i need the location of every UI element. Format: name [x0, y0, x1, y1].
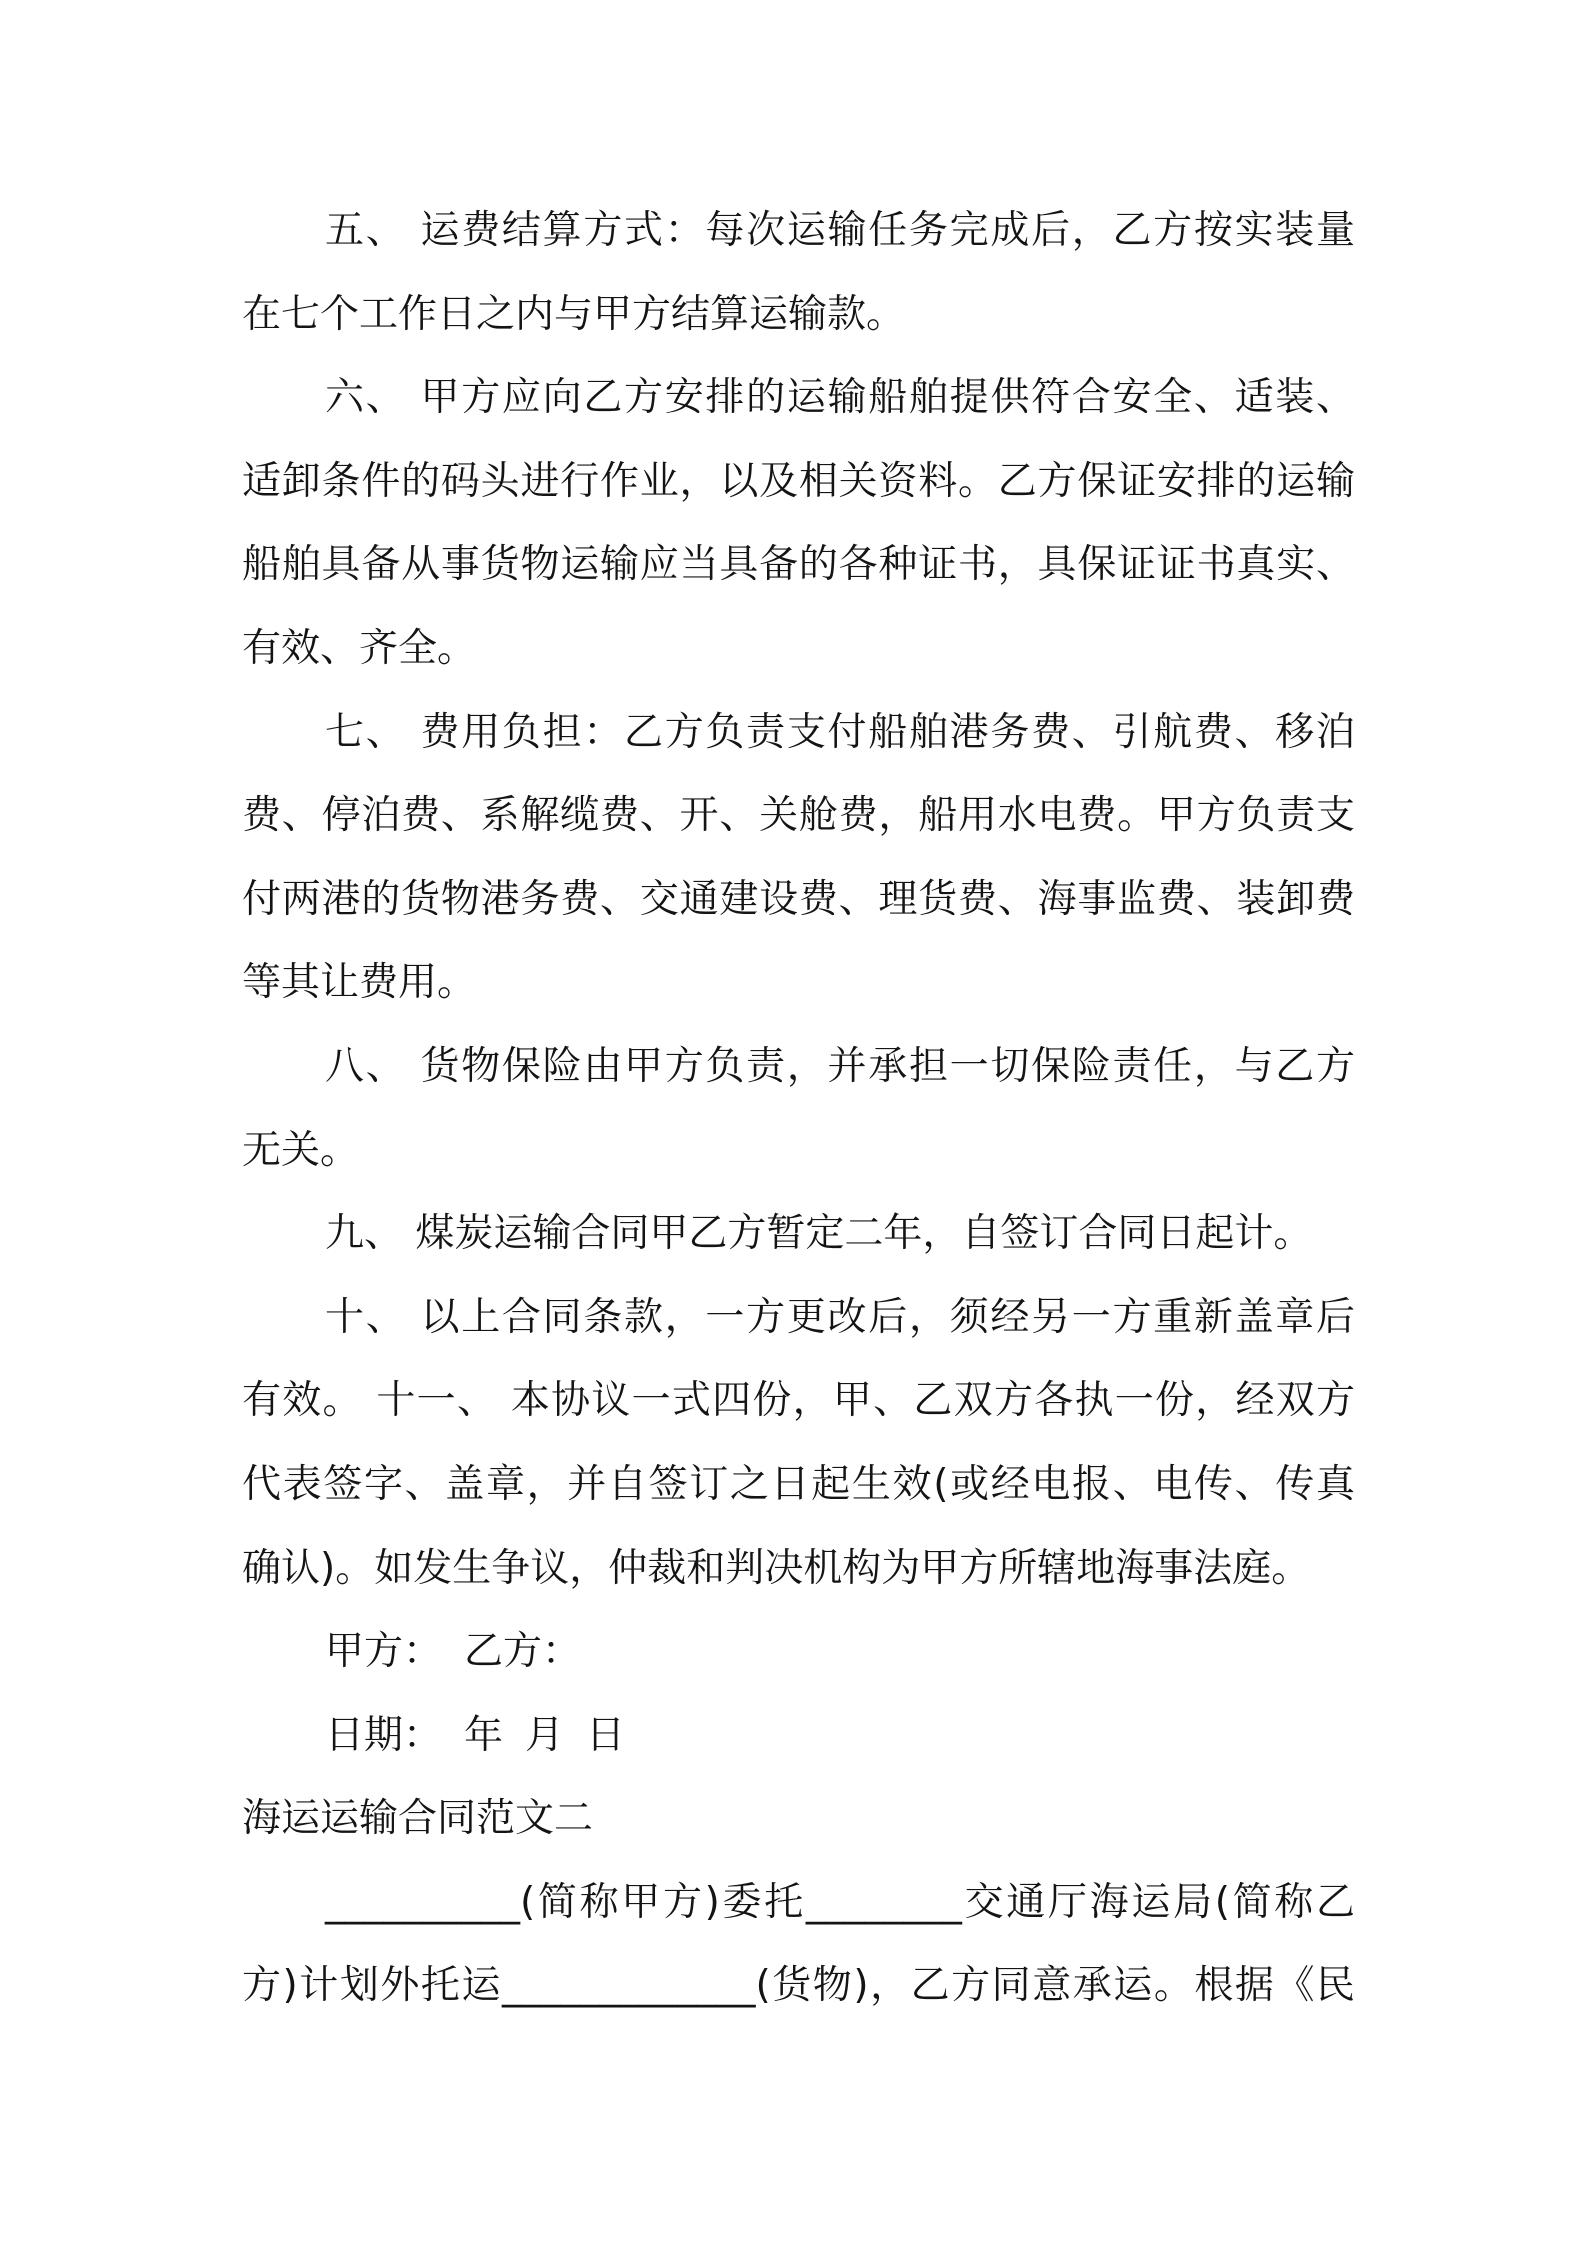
- text-line: 船舶具备从事货物运输应当具备的各种证书，具保证证书真实、: [242, 542, 1355, 588]
- text-line: 六、 甲方应向乙方安排的运输船舶提供符合安全、适装、: [325, 375, 1355, 421]
- text-line: 付两港的货物港务费、交通建设费、理货费、海事监费、装卸费: [242, 876, 1355, 922]
- text-line: __________(简称甲方)委托________交通厅海运局(简称乙: [325, 1879, 1355, 1925]
- text-line: 八、 货物保险由甲方负责，并承担一切保险责任，与乙方: [325, 1043, 1355, 1089]
- clause-7: [242, 691, 1355, 1025]
- signature-line: [242, 1610, 1355, 1694]
- text-line: 无关。: [242, 1127, 360, 1173]
- document-page: [242, 189, 1355, 2028]
- text-line: 确认)。如发生争议，仲裁和判决机构为甲方所辖地海事法庭。: [242, 1545, 1311, 1591]
- text-line: 有效、齐全。: [242, 625, 477, 671]
- text-line: 等其让费用。: [242, 960, 477, 1006]
- date-line: [242, 1694, 1355, 1778]
- text-line: 方)计划外托运_____________(货物)，乙方同意承运。根据《民: [242, 1963, 1355, 2009]
- party-a-label: 甲方：: [325, 1629, 443, 1675]
- date-day: 日: [586, 1712, 626, 1758]
- text-line: 代表签字、盖章，并自签订之日起生效(或经电报、电传、传真: [242, 1461, 1355, 1507]
- date-month: 月: [525, 1712, 565, 1758]
- party-b-label: 乙方：: [464, 1629, 582, 1675]
- clause-10-11: [242, 1276, 1355, 1610]
- clause-5: [242, 189, 1355, 356]
- text-line: 在七个工作日之内与甲方结算运输款。: [242, 291, 906, 337]
- text-line: 七、 费用负担：乙方负责支付船舶港务费、引航费、移泊: [325, 709, 1355, 755]
- clause-8: [242, 1025, 1355, 1192]
- text-line: 十、 以上合同条款，一方更改后，须经另一方重新盖章后: [325, 1294, 1355, 1340]
- text-line: 费、停泊费、系解缆费、开、关舱费，船用水电费。甲方负责支: [242, 793, 1355, 839]
- clause-9: [242, 1192, 1355, 1276]
- text-line: 九、 煤炭运输合同甲乙方暂定二年，自签订合同日起计。: [325, 1211, 1313, 1257]
- date-year: 年: [464, 1712, 504, 1758]
- intro-paragraph: [242, 1861, 1355, 2028]
- text-line: 五、 运费结算方式：每次运输任务完成后，乙方按实装量: [325, 208, 1355, 253]
- text-line: 适卸条件的码头进行作业，以及相关资料。乙方保证安排的运输: [242, 458, 1355, 504]
- section-heading: 海运运输合同范文二: [242, 1796, 594, 1842]
- text-line: 有效。 十一、 本协议一式四份，甲、乙双方各执一份，经双方: [242, 1378, 1355, 1424]
- clause-6: [242, 356, 1355, 690]
- date-label: 日期：: [325, 1712, 443, 1758]
